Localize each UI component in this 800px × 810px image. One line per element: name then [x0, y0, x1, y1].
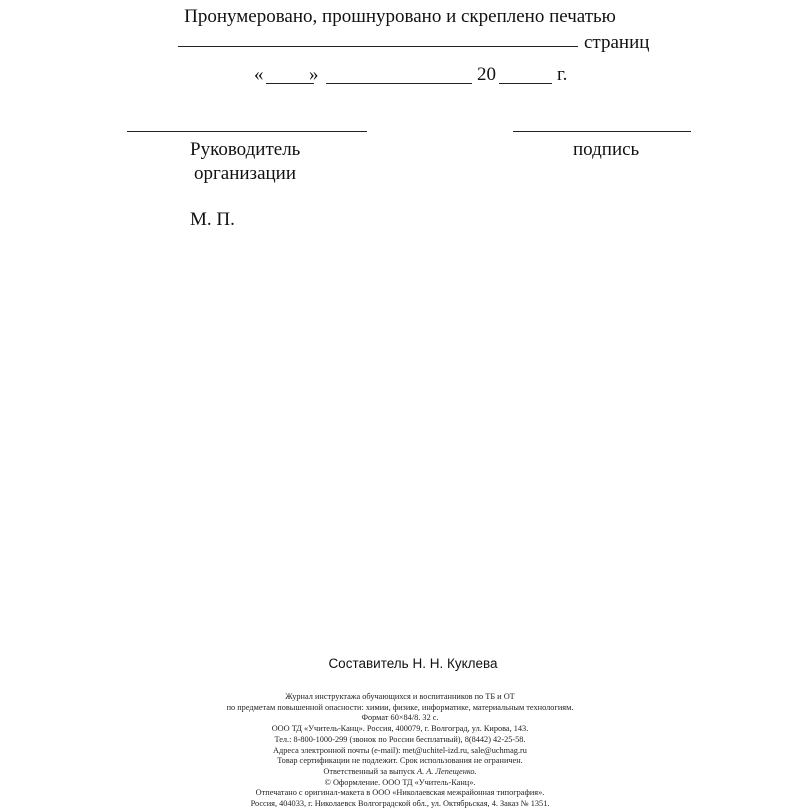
compiler-credit: Составитель Н. Н. Куклева: [328, 656, 498, 671]
imprint-line: Отпечатано с оригинал-макета в ООО «Николаевская межрайонная типография».: [255, 788, 545, 798]
imprint-line: Товар сертификации не подлежит. Срок использования не ограничен.: [277, 756, 523, 766]
imprint-line: [0, 767, 800, 778]
head-name-blank: [127, 131, 367, 132]
year-blank: [499, 83, 552, 84]
head-label-line2: организации: [194, 163, 297, 184]
signature-blank: [513, 131, 691, 132]
imprint-line: Тел.: 8-800-1000-299 (звонок по России бесплатный), 8(8442) 42-25-58.: [274, 734, 526, 744]
imprint-line: Формат 60×84/8. 32 с.: [361, 713, 439, 723]
responsible-name: А. А. Лепещенко.: [417, 766, 477, 776]
pages-label: страниц: [584, 32, 650, 53]
certification-title: Пронумеровано, прошнуровано и скреплено печатью: [184, 6, 616, 27]
imprint-line: по предметам повышенной опасности: химии, физике, информатике, материальным технологиям.: [226, 702, 574, 712]
imprint-line: Адреса электронной почты (e-mail): met@uchitel-izd.ru, sale@uchmag.ru: [273, 745, 527, 755]
head-label-line1: Руководитель: [190, 139, 301, 160]
seal-label: М. П.: [190, 209, 235, 230]
month-blank: [326, 83, 472, 84]
signature-label: подпись: [573, 139, 640, 160]
imprint-line: © Оформление. ООО ТД «Учитель-Канц».: [324, 777, 476, 787]
year-prefix: 20: [477, 64, 496, 85]
day-blank: [266, 83, 314, 84]
imprint-block: [0, 692, 800, 810]
pages-count-blank: [178, 46, 578, 47]
responsible-prefix: Ответственный за выпуск: [323, 766, 415, 776]
imprint-line: Россия, 404033, г. Николаевск Волгоградской обл., ул. Октябрьская, 4. Заказ № 1351.: [250, 799, 550, 809]
date-close-quote: »: [309, 64, 319, 85]
year-suffix: г.: [557, 64, 568, 85]
date-open-quote: «: [254, 64, 264, 85]
imprint-line: ООО ТД «Учитель-Канц». Россия, 400079, г. Волгоград, ул. Кирова, 143.: [271, 724, 529, 734]
imprint-line: Журнал инструктажа обучающихся и воспитанников по ТБ и ОТ: [285, 692, 515, 701]
